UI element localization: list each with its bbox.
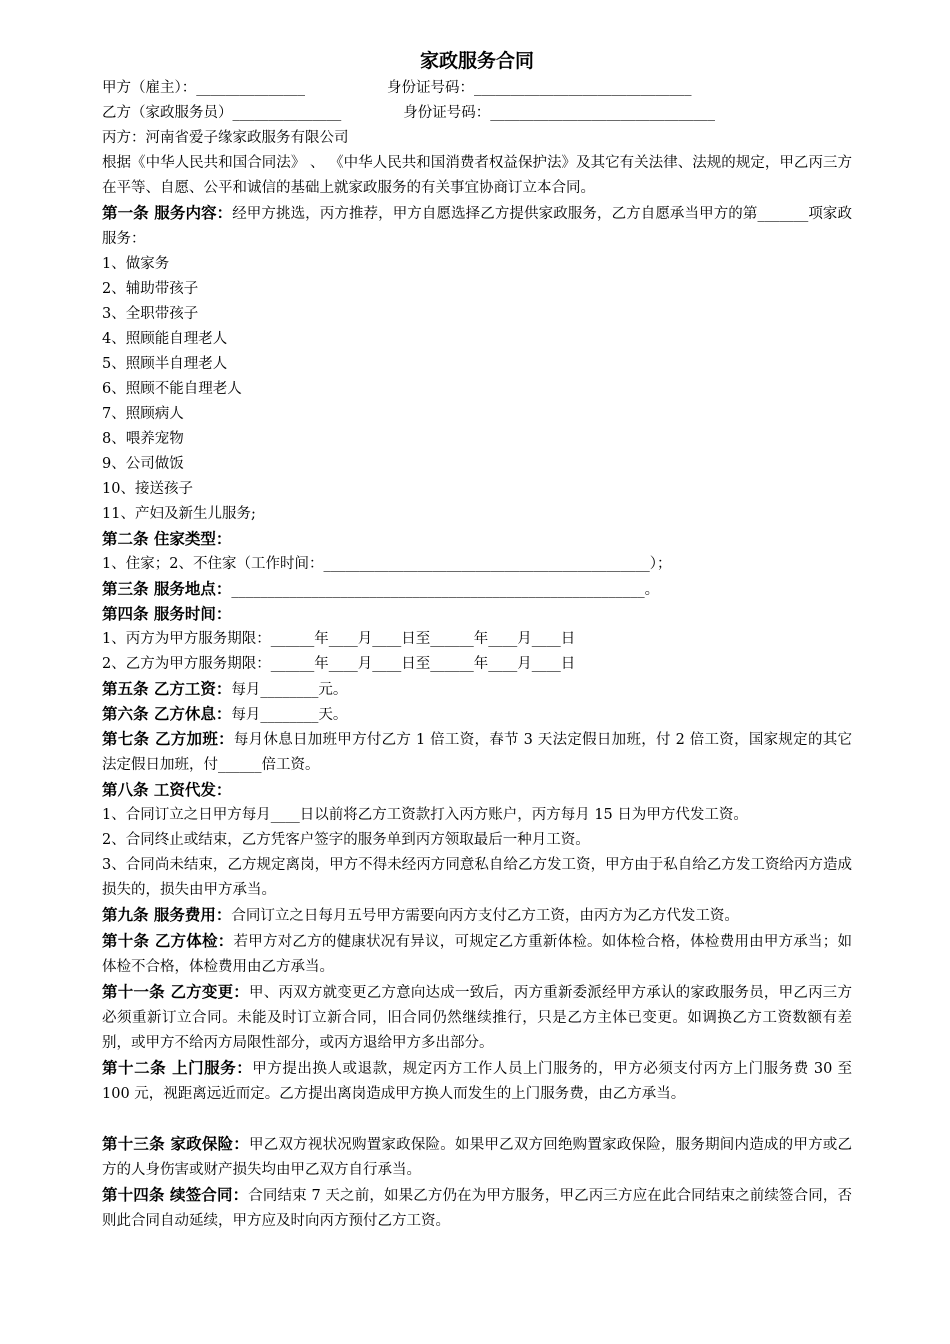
spacer bbox=[102, 1107, 852, 1132]
article-6-heading: 第六条 乙方休息： bbox=[102, 705, 232, 723]
service-item: 4、照顾能自理老人 bbox=[102, 331, 228, 347]
party-a-field: 甲方（雇主）：_______________ bbox=[102, 80, 305, 96]
article-11 bbox=[102, 980, 852, 1056]
party-b-id-field: 身份证号码：_______________________________ bbox=[403, 105, 715, 121]
article-9-heading: 第九条 服务费用： bbox=[102, 906, 232, 924]
article-12 bbox=[102, 1056, 852, 1107]
contract-page bbox=[102, 46, 852, 1234]
article-8-item: 3、合同尚未结束，乙方规定离岗，甲方不得未经丙方同意私自给乙方发工资，甲方由于私自给乙方发工资给丙方造成损失的，损失由甲方承当。 bbox=[102, 857, 852, 898]
article-12-heading: 第十二条 上门服务： bbox=[102, 1059, 253, 1077]
service-item: 9、公司做饭 bbox=[102, 456, 184, 472]
article-14 bbox=[102, 1183, 852, 1234]
article-1-text: 经甲方挑选，丙方推荐，甲方自愿选择乙方提供家政服务，乙方自愿承当甲方的第_______项家政服务： bbox=[102, 206, 852, 247]
party-a-line bbox=[102, 76, 852, 101]
article-6-text: 每月________天。 bbox=[231, 707, 348, 723]
article-1-heading: 第一条 服务内容： bbox=[102, 204, 233, 222]
article-13-heading: 第十三条 家政保险： bbox=[102, 1135, 250, 1153]
article-13-text: 甲乙双方视状况购置家政保险。如果甲乙双方回绝购置家政保险，服务期间内造成的甲方或乙方的人身伤害或财产损失均由甲乙双方自行承当。 bbox=[102, 1137, 852, 1178]
article-8-item: 2、合同终止或结束，乙方凭客户签字的服务单到丙方领取最后一种月工资。 bbox=[102, 832, 590, 848]
article-9 bbox=[102, 903, 852, 929]
page-title: 家政服务合同 bbox=[419, 50, 534, 72]
service-item: 1、做家务 bbox=[102, 256, 170, 272]
article-3-heading: 第三条 服务地点： bbox=[102, 580, 232, 598]
service-item: 5、照顾半自理老人 bbox=[102, 356, 228, 372]
article-12-text: 甲方提出换人或退款，规定丙方工作人员上门服务的，甲方必须支付丙方上门服务费 30 至 100 元，视距离远近而定。乙方提出离岗造成甲方换人而发生的上门服务费，由乙方承当。 bbox=[102, 1061, 852, 1102]
service-item: 2、辅助带孩子 bbox=[102, 281, 199, 297]
article-10 bbox=[102, 929, 852, 980]
article-11-text: 甲、丙双方就变更乙方意向达成一致后，丙方重新委派经甲方承认的家政服务员，甲乙丙三方必须重新订立合同。未能及时订立新合同，旧合同仍然继续推行，只是乙方主体已变更。如调换乙方工资数额有差别，或甲方不给丙方局限性部分，或丙方退给甲方多出部分。 bbox=[102, 985, 852, 1051]
article-7 bbox=[102, 727, 852, 778]
service-item: 7、照顾病人 bbox=[102, 406, 184, 422]
party-a-id-field: 身份证号码：______________________________ bbox=[387, 80, 692, 96]
service-item: 11、产妇及新生儿服务; bbox=[102, 506, 256, 522]
article-5 bbox=[102, 677, 852, 702]
article-6 bbox=[102, 702, 852, 727]
party-b-line bbox=[102, 101, 852, 126]
article-2-line: 1、住家；2、不住家（工作时间：_____________________________________________）； bbox=[102, 556, 672, 572]
article-13 bbox=[102, 1132, 852, 1183]
party-b-field: 乙方（家政服务员）_______________ bbox=[102, 105, 342, 121]
article-2-heading: 第二条 住家类型： bbox=[102, 530, 232, 548]
article-7-heading: 第七条 乙方加班： bbox=[102, 730, 234, 748]
article-4-heading: 第四条 服务时间： bbox=[102, 605, 232, 623]
article-10-heading: 第十条 乙方体检： bbox=[102, 932, 234, 950]
service-item: 10、接送孩子 bbox=[102, 481, 193, 497]
article-7-text: 每月休息日加班甲方付乙方 1 倍工资，春节 3 天法定假日加班，付 2 倍工资，国家规定的其它法定假日加班，付______倍工资。 bbox=[102, 732, 852, 773]
article-5-heading: 第五条 乙方工资： bbox=[102, 680, 232, 698]
party-c-line: 丙方：河南省爱子缘家政服务有限公司 bbox=[102, 130, 349, 146]
intro-paragraph: 根据《中华人民共和国合同法》 、 《中华人民共和国消费者权益保护法》及其它有关法律、法规的规定，甲乙丙三方在平等、自愿、公平和诚信的基础上就家政服务的有关事宜协商订立本合同。 bbox=[102, 155, 852, 196]
article-11-heading: 第十一条 乙方变更： bbox=[102, 983, 250, 1001]
article-3 bbox=[102, 577, 852, 602]
article-4-line-2: 2、乙方为甲方服务期限：______年____月____日至______年____月____日 bbox=[102, 656, 576, 672]
article-14-heading: 第十四条 续签合同： bbox=[102, 1186, 249, 1204]
article-3-text: _________________________________________________________。 bbox=[231, 582, 660, 598]
article-1 bbox=[102, 201, 852, 252]
article-5-text: 每月________元。 bbox=[231, 682, 348, 698]
article-14-text: 合同结束 7 天之前，如果乙方仍在为甲方服务，甲乙丙三方应在此合同结束之前续签合同，否则此合同自动延续，甲方应及时向丙方预付乙方工资。 bbox=[102, 1188, 852, 1229]
article-4-line-1: 1、丙方为甲方服务期限：______年____月____日至______年____月____日 bbox=[102, 631, 576, 647]
service-item: 8、喂养宠物 bbox=[102, 431, 184, 447]
article-9-text: 合同订立之日每月五号甲方需要向丙方支付乙方工资，由丙方为乙方代发工资。 bbox=[231, 908, 739, 924]
article-8-item: 1、合同订立之日甲方每月____日以前将乙方工资款打入丙方账户，丙方每月 15 日为甲方代发工资。 bbox=[102, 807, 748, 823]
service-item: 6、照顾不能自理老人 bbox=[102, 381, 242, 397]
service-item: 3、全职带孩子 bbox=[102, 306, 199, 322]
article-10-text: 若甲方对乙方的健康状况有异议，可规定乙方重新体检。如体检合格，体检费用由甲方承当；如体检不合格，体检费用由乙方承当。 bbox=[102, 934, 852, 975]
article-8-heading: 第八条 工资代发： bbox=[102, 781, 232, 799]
